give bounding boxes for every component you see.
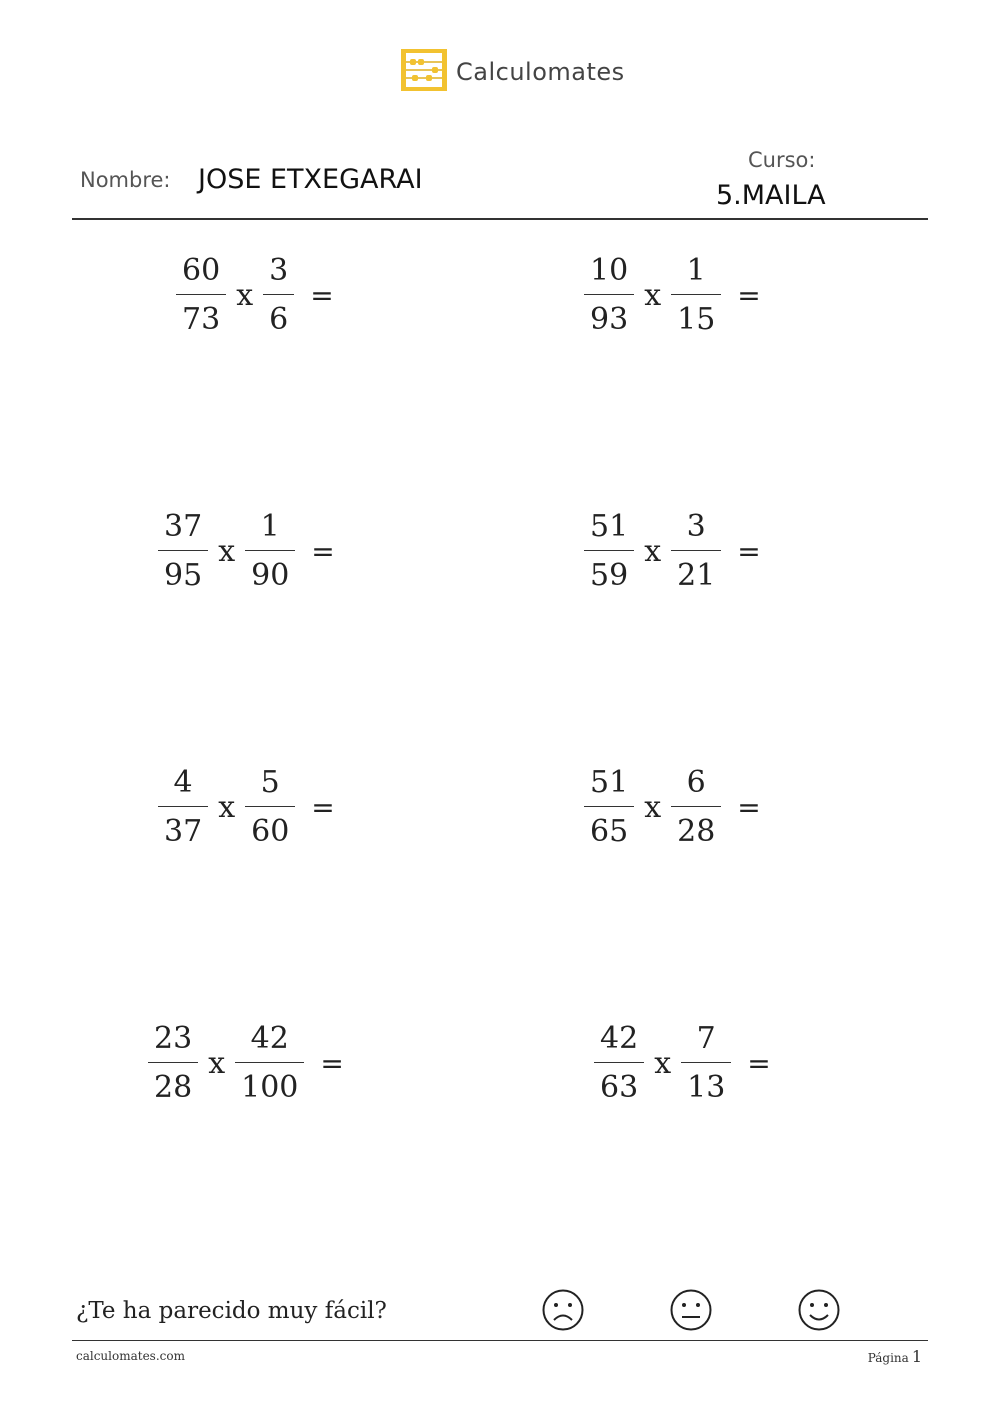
numerator: 5	[260, 765, 280, 800]
multiply-sign: x	[654, 1045, 672, 1081]
page-label: Página	[867, 1351, 909, 1365]
fraction-a	[176, 254, 226, 337]
page-number	[868, 1347, 922, 1366]
fraction-a	[584, 766, 634, 849]
numerator: 1	[686, 253, 706, 288]
nombre-label: Nombre:	[80, 168, 171, 192]
denominator: 95	[164, 558, 203, 593]
multiply-sign: x	[644, 277, 662, 313]
curso-value: 5.MAILA	[716, 180, 826, 211]
header-divider	[72, 218, 928, 220]
happy-face-icon[interactable]	[797, 1288, 841, 1332]
denominator: 100	[241, 1070, 299, 1105]
curso-label: Curso:	[748, 148, 816, 172]
equals-sign: =	[737, 791, 761, 824]
numerator: 4	[173, 765, 193, 800]
fraction-b	[671, 766, 721, 849]
denominator: 37	[164, 814, 203, 849]
exercise-6	[578, 766, 761, 849]
multiply-sign: x	[644, 789, 662, 825]
multiply-sign: x	[218, 789, 236, 825]
denominator: 65	[590, 814, 629, 849]
abacus-icon	[398, 46, 450, 99]
exercise-5	[152, 766, 335, 849]
site-link[interactable]: calculomates.com	[76, 1349, 185, 1363]
numerator: 51	[590, 765, 629, 800]
denominator: 13	[687, 1070, 726, 1105]
numerator: 6	[686, 765, 706, 800]
equals-sign: =	[310, 279, 334, 312]
denominator: 6	[269, 302, 289, 337]
footer-divider	[72, 1340, 928, 1341]
numerator: 3	[686, 509, 706, 544]
brand-name: Calculomates	[456, 58, 625, 86]
exercise-2	[578, 254, 761, 337]
numerator: 42	[600, 1021, 639, 1056]
sad-face-icon[interactable]	[541, 1288, 585, 1332]
equals-sign: =	[320, 1047, 344, 1080]
fraction-a	[158, 766, 208, 849]
multiply-sign: x	[236, 277, 254, 313]
fraction-a	[148, 1022, 198, 1105]
neutral-face-icon[interactable]	[669, 1288, 713, 1332]
exercise-3	[152, 510, 335, 593]
numerator: 60	[182, 253, 221, 288]
brand-logo	[398, 48, 625, 96]
difficulty-question: ¿Te ha parecido muy fácil?	[76, 1298, 387, 1324]
denominator: 21	[677, 558, 716, 593]
numerator: 37	[164, 509, 203, 544]
fraction-b	[245, 766, 295, 849]
numerator: 23	[154, 1021, 193, 1056]
denominator: 15	[677, 302, 716, 337]
equals-sign: =	[737, 535, 761, 568]
fraction-b	[245, 510, 295, 593]
exercise-4	[578, 510, 761, 593]
fraction-a	[584, 510, 634, 593]
numerator: 10	[590, 253, 629, 288]
fraction-a	[584, 254, 634, 337]
numerator: 7	[696, 1021, 716, 1056]
fraction-b	[235, 1022, 304, 1105]
fraction-b	[681, 1022, 731, 1105]
exercise-7	[142, 1022, 344, 1105]
page-number-value: 1	[911, 1347, 922, 1366]
nombre-value: JOSE ETXEGARAI	[198, 164, 423, 195]
fraction-a	[594, 1022, 644, 1105]
numerator: 42	[250, 1021, 289, 1056]
denominator: 63	[600, 1070, 639, 1105]
numerator: 1	[260, 509, 280, 544]
equals-sign: =	[747, 1047, 771, 1080]
exercise-1	[170, 254, 334, 337]
exercise-8	[588, 1022, 771, 1105]
denominator: 90	[251, 558, 290, 593]
multiply-sign: x	[644, 533, 662, 569]
multiply-sign: x	[218, 533, 236, 569]
denominator: 28	[154, 1070, 193, 1105]
fraction-b	[671, 254, 721, 337]
denominator: 28	[677, 814, 716, 849]
denominator: 59	[590, 558, 629, 593]
denominator: 73	[182, 302, 221, 337]
denominator: 60	[251, 814, 290, 849]
numerator: 51	[590, 509, 629, 544]
fraction-b	[263, 254, 294, 337]
equals-sign: =	[311, 791, 335, 824]
denominator: 93	[590, 302, 629, 337]
multiply-sign: x	[208, 1045, 226, 1081]
numerator: 3	[269, 253, 289, 288]
fraction-a	[158, 510, 208, 593]
equals-sign: =	[311, 535, 335, 568]
equals-sign: =	[737, 279, 761, 312]
fraction-b	[671, 510, 721, 593]
